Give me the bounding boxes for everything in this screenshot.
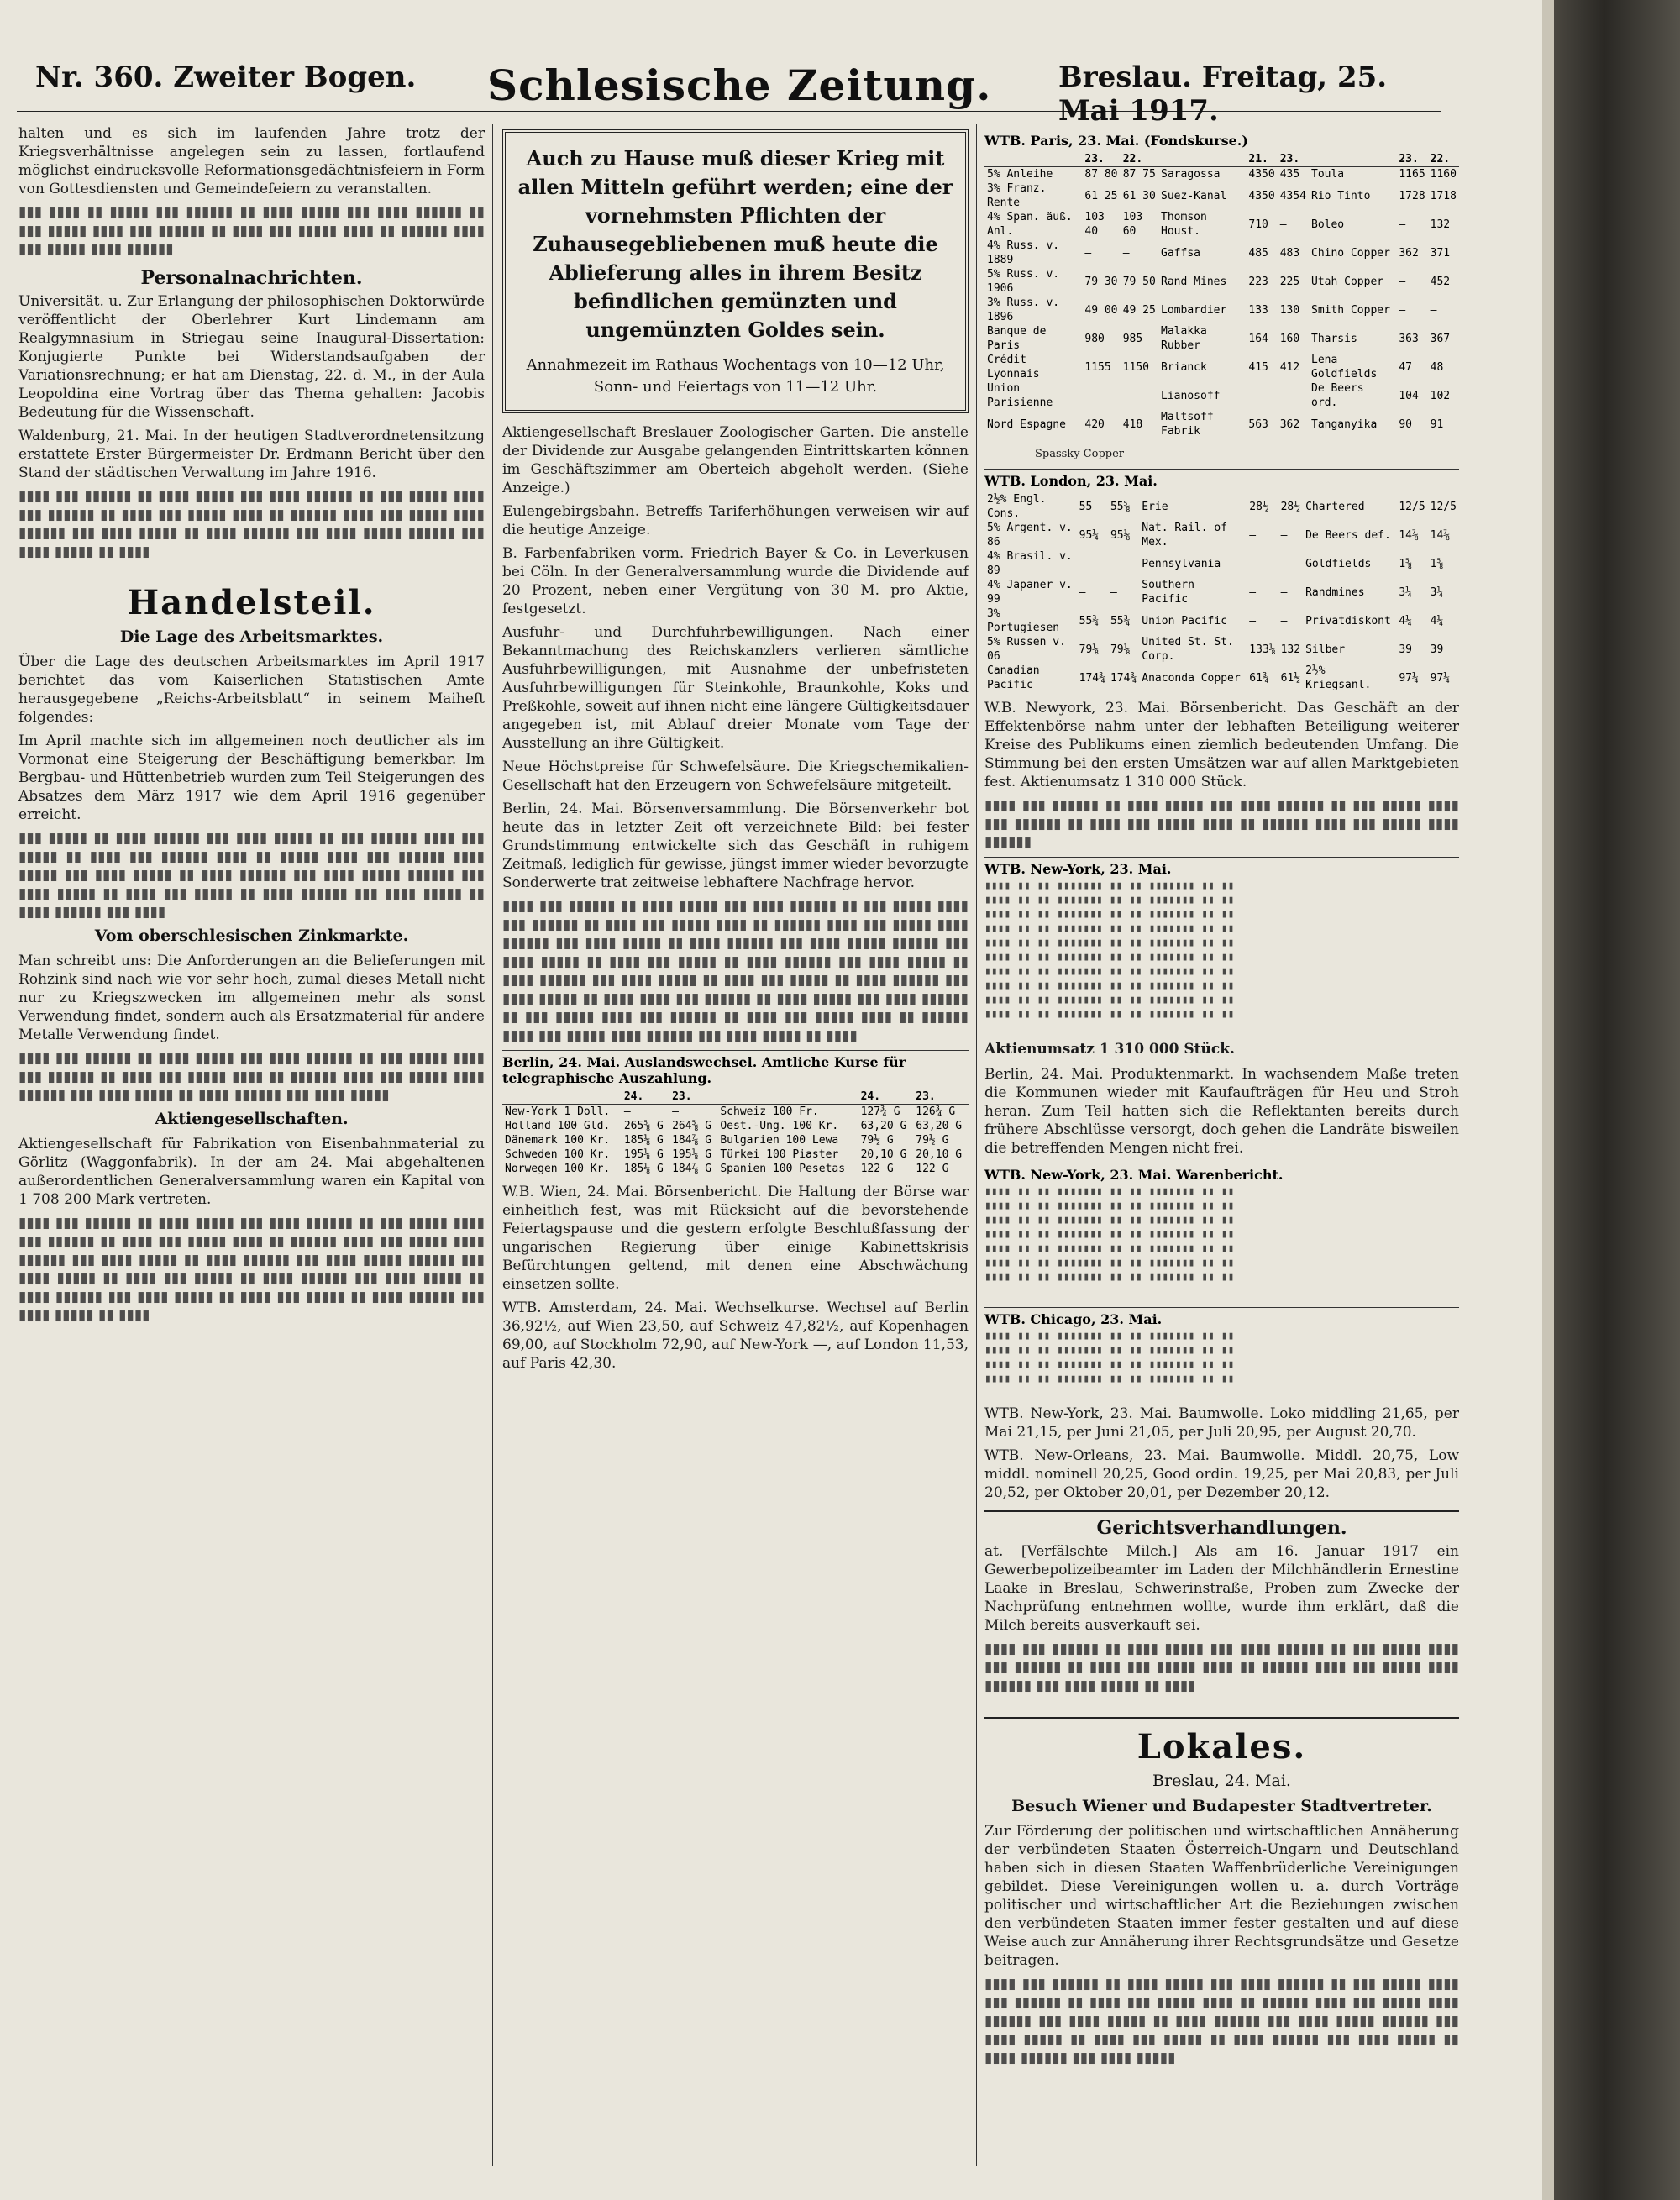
paris-col: 21.: [1246, 152, 1277, 167]
intro-paragraph: halten und es sich im laufenden Jahre trotz der Kriegsverhältnisse angelegen sein zu lassen, fortlaufend möglichst eindrucksvolle Reformationsgedächtnisfeiern in Form von Gottesdiensten und Gemeindefeiern zu veranstalten.: [18, 125, 485, 197]
paris-cell: 1728: [1399, 189, 1425, 202]
london-body: [984, 492, 1459, 692]
paris-cell: Rio Tinto: [1311, 189, 1371, 202]
personal-news: Universität. u. Zur Erlangung der philosophischen Doktorwürde veröffentlicht der Oberlehrer Kurt Lindemann am Realgymnasium in Striegau seine Inaugural-Dissertation: Konjugierte Punkte bei Widerstandsaufgaben der Variationsrechnung; er hat am Dienstag, 22. d. M., in der Aula Leopoldina eine Vortrag über das Thema gehalten: Jacobis Bedeutung für die Wissenschaft.: [18, 293, 485, 421]
devisen-cell: Schweden 100 Kr.: [505, 1148, 611, 1161]
paris-cell: Banque de Paris: [987, 325, 1047, 352]
devisen-row: [502, 1105, 969, 1120]
paris-cell: 47: [1399, 360, 1412, 374]
filler-paragraph: ▮▮▮▮ ▮▮▮ ▮▮▮▮▮▮ ▮▮ ▮▮▮▮ ▮▮▮▮▮ ▮▮▮ ▮▮▮▮ ▮▮▮▮▮▮ ▮▮ ▮▮▮ ▮▮▮▮▮ ▮▮▮▮ ▮▮▮ ▮▮▮▮▮▮ ▮▮ ▮▮▮▮ ▮▮▮ ▮▮▮▮▮ ▮▮▮▮ ▮▮ ▮▮▮▮▮▮ ▮▮▮▮ ▮▮▮ ▮▮▮▮▮ ▮▮▮▮ ▮▮▮▮▮▮ ▮▮▮ ▮▮▮▮ ▮▮▮▮▮ ▮▮ ▮▮▮▮ ▮▮▮▮▮▮ ▮▮▮ ▮▮▮▮ ▮▮▮▮▮: [18, 1050, 485, 1104]
paris-cell: 563: [1248, 417, 1268, 431]
london-row: [984, 664, 1459, 692]
paris-cell: Rand Mines: [1161, 275, 1227, 288]
paris-col: [984, 152, 1082, 167]
london-cell: 39: [1430, 643, 1444, 656]
london-cell: 3¼: [1430, 585, 1444, 599]
paris-col: 23.: [1082, 152, 1120, 167]
paris-cell: 49 00: [1084, 303, 1118, 317]
waren-table: ▮▮▮▮ ▮▮ ▮▮ ▮▮▮▮▮▮▮ ▮▮ ▮▮ ▮▮▮▮▮▮▮ ▮▮ ▮▮ ▮▮▮▮ ▮▮ ▮▮ ▮▮▮▮▮▮▮ ▮▮ ▮▮ ▮▮▮▮▮▮▮ ▮▮ ▮▮ ▮▮▮▮ ▮▮ ▮▮ ▮▮▮▮▮▮▮ ▮▮ ▮▮ ▮▮▮▮▮▮▮ ▮▮ ▮▮ ▮▮▮▮ ▮▮ ▮▮ ▮▮▮▮▮▮▮ ▮▮ ▮▮ ▮▮▮▮▮▮▮ ▮▮ ▮▮ ▮▮▮▮ ▮▮ ▮▮ ▮▮▮▮▮▮▮ ▮▮ ▮▮ ▮▮▮▮▮▮▮ ▮▮ ▮▮ ▮▮▮▮ ▮▮ ▮▮ ▮▮▮▮▮▮▮ ▮▮ ▮▮ ▮▮▮▮▮▮▮ ▮▮ ▮▮ ▮▮▮▮ ▮▮ ▮▮ ▮▮▮▮▮▮▮ ▮▮ ▮▮ ▮▮▮▮▮▮▮ ▮▮ ▮▮: [984, 1185, 1235, 1284]
paris-cell: Suez-Kanal: [1161, 189, 1227, 202]
paris-cell: 985: [1122, 332, 1143, 345]
devisen-header-row: [502, 1089, 969, 1105]
paris-cell: 483: [1279, 246, 1300, 260]
paris-cell: 1155: [1084, 360, 1111, 374]
paris-cell: 435: [1279, 168, 1300, 181]
devisen-cell: 122 G: [916, 1163, 949, 1175]
devisen-cell: Bulgarien 100 Lewa: [720, 1134, 839, 1147]
eulengebirgsbahn-notice: Eulengebirgsbahn. Betreffs Tariferhöhungen verweisen wir auf die heutige Anzeige.: [502, 503, 969, 538]
paris-cell: Smith Copper: [1311, 303, 1390, 317]
devisen-cell: 127¾ G: [860, 1105, 900, 1118]
paris-cell: 1165: [1399, 168, 1425, 181]
paris-cell: 104: [1399, 389, 1419, 402]
paris-row: [984, 410, 1459, 438]
paris-body: [984, 167, 1459, 439]
devisen-row: [502, 1133, 969, 1147]
paris-cell: 4350: [1248, 168, 1275, 181]
filler-paragraph: ▮▮▮▮ ▮▮▮ ▮▮▮▮▮▮ ▮▮ ▮▮▮▮ ▮▮▮▮▮ ▮▮▮ ▮▮▮▮ ▮▮▮▮▮▮ ▮▮ ▮▮▮ ▮▮▮▮▮ ▮▮▮▮ ▮▮▮ ▮▮▮▮▮▮ ▮▮ ▮▮▮▮ ▮▮▮ ▮▮▮▮▮ ▮▮▮▮ ▮▮ ▮▮▮▮▮▮ ▮▮▮▮ ▮▮▮ ▮▮▮▮▮ ▮▮▮▮ ▮▮▮▮▮▮ ▮▮▮ ▮▮▮▮ ▮▮▮▮▮ ▮▮ ▮▮▮▮ ▮▮▮▮▮▮ ▮▮▮ ▮▮▮▮ ▮▮▮▮▮ ▮▮▮▮▮▮ ▮▮▮ ▮▮▮▮ ▮▮▮▮▮ ▮▮ ▮▮▮▮: [18, 488, 485, 560]
ny-stocks-heading: WTB. New-York, 23. Mai.: [984, 857, 1459, 877]
paris-header-row: [984, 152, 1459, 167]
paris-cell: 362: [1399, 246, 1419, 260]
paris-cell: Lombardier: [1161, 303, 1227, 317]
paris-cell: Gaffsa: [1161, 246, 1200, 260]
besuch-text: Zur Förderung der politischen und wirtschaftlichen Annäherung der verbündeten Staaten Österreich-Ungarn und Deutschland haben sich in diesen Staaten Waffenbrüderliche Vereinigungen gebildet. Diese Vereinigungen wollen u. a. durch Vorträge politischer und wirtschaftlicher Art die Beziehungen zwischen den verbündeten Staaten immer fester gestalten und auf diese Weise auch zur Annäherung ihrer Rechtsgrundsätze und Gesetze beitragen.: [984, 1823, 1459, 1969]
paris-cell: 4350: [1248, 189, 1275, 202]
paris-row: [984, 167, 1459, 182]
london-cell: 2½% Engl. Cons.: [987, 493, 1047, 520]
devisen-cell: 264⅝ G: [672, 1120, 712, 1132]
london-cell: Anaconda Copper: [1142, 671, 1241, 685]
paris-col: [1158, 152, 1246, 167]
paris-cell: 363: [1399, 332, 1419, 345]
column-rule: [492, 124, 493, 2166]
filler-paragraph: ▮▮▮ ▮▮▮▮ ▮▮ ▮▮▮▮▮ ▮▮▮ ▮▮▮▮▮▮ ▮▮ ▮▮▮▮ ▮▮▮▮▮ ▮▮▮ ▮▮▮▮ ▮▮▮▮▮▮ ▮▮ ▮▮▮ ▮▮▮▮▮ ▮▮▮▮ ▮▮▮ ▮▮▮▮▮▮ ▮▮ ▮▮▮▮ ▮▮▮ ▮▮▮▮▮ ▮▮▮▮ ▮▮ ▮▮▮▮▮▮ ▮▮▮▮ ▮▮▮ ▮▮▮▮▮ ▮▮▮▮ ▮▮▮▮▮▮: [18, 204, 485, 258]
subheading-arbeitsmarkt: Die Lage des Arbeitsmarktes.: [119, 627, 384, 646]
london-cell: —: [1079, 585, 1086, 599]
devisen-cell: 20,10 G: [916, 1148, 963, 1161]
paris-cell: —: [1430, 303, 1437, 317]
filler-paragraph: ▮▮▮▮ ▮▮▮ ▮▮▮▮▮▮ ▮▮ ▮▮▮▮ ▮▮▮▮▮ ▮▮▮ ▮▮▮▮ ▮▮▮▮▮▮ ▮▮ ▮▮▮ ▮▮▮▮▮ ▮▮▮▮ ▮▮▮ ▮▮▮▮▮▮ ▮▮ ▮▮▮▮ ▮▮▮ ▮▮▮▮▮ ▮▮▮▮ ▮▮ ▮▮▮▮▮▮ ▮▮▮▮ ▮▮▮ ▮▮▮▮▮ ▮▮▮▮ ▮▮▮▮▮▮ ▮▮▮ ▮▮▮▮ ▮▮▮▮▮ ▮▮ ▮▮▮▮ ▮▮▮▮▮▮ ▮▮▮ ▮▮▮▮ ▮▮▮▮▮ ▮▮▮▮▮▮ ▮▮▮ ▮▮▮▮ ▮▮▮▮▮ ▮▮ ▮▮▮▮ ▮▮▮ ▮▮▮▮▮ ▮▮ ▮▮▮▮ ▮▮▮▮▮▮ ▮▮▮ ▮▮▮▮ ▮▮▮▮▮ ▮▮ ▮▮▮▮ ▮▮▮▮▮▮ ▮▮▮ ▮▮▮▮ ▮▮▮▮▮ ▮▮ ▮▮▮▮ ▮▮▮ ▮▮▮▮▮ ▮▮ ▮▮▮▮ ▮▮▮▮▮▮ ▮▮▮ ▮▮▮▮ ▮▮▮▮▮ ▮▮ ▮▮▮▮: [18, 1215, 485, 1324]
arbeitsmarkt-text: Über die Lage des deutschen Arbeitsmarktes im April 1917 berichtet das vom Kaiserlichen Statistischen Amte herausgegebene „Reichs-Arbeitsblatt“ in seinem Maiheft folgendes:: [18, 654, 485, 726]
filler-paragraph: ▮▮▮ ▮▮▮▮▮ ▮▮ ▮▮▮▮ ▮▮▮▮▮▮ ▮▮▮ ▮▮▮▮ ▮▮▮▮▮ ▮▮ ▮▮▮ ▮▮▮▮▮▮ ▮▮▮▮ ▮▮▮ ▮▮▮▮▮ ▮▮ ▮▮▮▮ ▮▮▮ ▮▮▮▮▮▮ ▮▮▮▮ ▮▮ ▮▮▮▮▮ ▮▮▮▮ ▮▮▮ ▮▮▮▮▮▮ ▮▮▮▮ ▮▮▮▮▮ ▮▮▮ ▮▮▮▮ ▮▮▮▮▮ ▮▮ ▮▮▮▮ ▮▮▮▮▮▮ ▮▮▮ ▮▮▮▮ ▮▮▮▮▮ ▮▮▮▮▮▮ ▮▮▮ ▮▮▮▮ ▮▮▮▮▮ ▮▮ ▮▮▮▮ ▮▮▮ ▮▮▮▮▮ ▮▮ ▮▮▮▮ ▮▮▮▮▮▮ ▮▮▮ ▮▮▮▮ ▮▮▮▮▮ ▮▮ ▮▮▮▮ ▮▮▮▮▮▮ ▮▮▮ ▮▮▮▮: [18, 830, 485, 921]
column-1: [18, 124, 485, 2166]
london-cell: Randmines: [1305, 585, 1365, 599]
london-cell: 55: [1079, 500, 1093, 513]
devisen-col: [502, 1089, 622, 1105]
chicago-heading: WTB. Chicago, 23. Mai.: [984, 1307, 1459, 1327]
london-cell: —: [1079, 557, 1086, 570]
paris-cell: 420: [1084, 417, 1105, 431]
london-cell: Pennsylvania: [1142, 557, 1221, 570]
ny-stocks-table: ▮▮▮▮ ▮▮ ▮▮ ▮▮▮▮▮▮▮ ▮▮ ▮▮ ▮▮▮▮▮▮▮ ▮▮ ▮▮ ▮▮▮▮ ▮▮ ▮▮ ▮▮▮▮▮▮▮ ▮▮ ▮▮ ▮▮▮▮▮▮▮ ▮▮ ▮▮ ▮▮▮▮ ▮▮ ▮▮ ▮▮▮▮▮▮▮ ▮▮ ▮▮ ▮▮▮▮▮▮▮ ▮▮ ▮▮ ▮▮▮▮ ▮▮ ▮▮ ▮▮▮▮▮▮▮ ▮▮ ▮▮ ▮▮▮▮▮▮▮ ▮▮ ▮▮ ▮▮▮▮ ▮▮ ▮▮ ▮▮▮▮▮▮▮ ▮▮ ▮▮ ▮▮▮▮▮▮▮ ▮▮ ▮▮ ▮▮▮▮ ▮▮ ▮▮ ▮▮▮▮▮▮▮ ▮▮ ▮▮ ▮▮▮▮▮▮▮ ▮▮ ▮▮ ▮▮▮▮ ▮▮ ▮▮ ▮▮▮▮▮▮▮ ▮▮ ▮▮ ▮▮▮▮▮▮▮ ▮▮ ▮▮ ▮▮▮▮ ▮▮ ▮▮ ▮▮▮▮▮▮▮ ▮▮ ▮▮ ▮▮▮▮▮▮▮ ▮▮ ▮▮ ▮▮▮▮ ▮▮ ▮▮ ▮▮▮▮▮▮▮ ▮▮ ▮▮ ▮▮▮▮▮▮▮ ▮▮ ▮▮ ▮▮▮▮ ▮▮ ▮▮ ▮▮▮▮▮▮▮ ▮▮ ▮▮ ▮▮▮▮▮▮▮ ▮▮ ▮▮: [984, 879, 1235, 1021]
page-edge: [1542, 0, 1554, 2200]
paris-cell: Nord Espagne: [987, 417, 1066, 431]
paris-cell: 980: [1084, 332, 1105, 345]
column-2: [502, 124, 969, 2166]
paris-row: [984, 267, 1459, 296]
paris-cell: 103 40: [1084, 211, 1105, 238]
advert-main-text: Auch zu Hause muß dieser Krieg mit allen Mitteln geführt werden; eine der vornehmsten Pflichten der Zuhausegebliebenen muß heute die Ablieferung alles in ihrem Besitz befindlichen gemünzten und ungemünzten Goldes sein.: [517, 146, 953, 342]
paris-cell: 3% Franz. Rente: [987, 182, 1047, 209]
london-cell: 61¾: [1249, 671, 1269, 685]
paris-cell: 90: [1399, 417, 1412, 431]
london-cell: Chartered: [1305, 500, 1365, 513]
london-cell: 14⅞: [1399, 528, 1419, 542]
devisen-row: [502, 1119, 969, 1133]
produkten-report: Berlin, 24. Mai. Produktenmarkt. In wachsendem Maße treten die Kommunen wieder mit Kaufaufträgen für Heu und Stroh heran. Zum Teil hatten sich die Reflektanten bereits durch frühere Abschlüsse versorgt, doch gehen die Landräte bisweilen die betreffenden Mengen nicht frei.: [984, 1066, 1459, 1157]
london-cell: 14⅞: [1430, 528, 1451, 542]
paris-cell: —: [1248, 389, 1256, 402]
paris-row: [984, 239, 1459, 267]
london-cell: —: [1280, 557, 1288, 570]
filler-paragraph: ▮▮▮▮ ▮▮▮ ▮▮▮▮▮▮ ▮▮ ▮▮▮▮ ▮▮▮▮▮ ▮▮▮ ▮▮▮▮ ▮▮▮▮▮▮ ▮▮ ▮▮▮ ▮▮▮▮▮ ▮▮▮▮ ▮▮▮ ▮▮▮▮▮▮ ▮▮ ▮▮▮▮ ▮▮▮ ▮▮▮▮▮ ▮▮▮▮ ▮▮ ▮▮▮▮▮▮ ▮▮▮▮ ▮▮▮ ▮▮▮▮▮ ▮▮▮▮ ▮▮▮▮▮▮ ▮▮▮ ▮▮▮▮ ▮▮▮▮▮ ▮▮ ▮▮▮▮ ▮▮▮▮▮▮ ▮▮▮ ▮▮▮▮ ▮▮▮▮▮ ▮▮▮▮▮▮ ▮▮▮ ▮▮▮▮ ▮▮▮▮▮ ▮▮ ▮▮▮▮ ▮▮▮ ▮▮▮▮▮ ▮▮ ▮▮▮▮ ▮▮▮▮▮▮ ▮▮▮ ▮▮▮▮ ▮▮▮▮▮ ▮▮ ▮▮▮▮ ▮▮▮▮▮▮ ▮▮▮ ▮▮▮▮ ▮▮▮▮▮ ▮▮ ▮▮▮▮ ▮▮▮ ▮▮▮▮▮ ▮▮ ▮▮▮▮ ▮▮▮▮▮▮ ▮▮▮ ▮▮▮▮ ▮▮▮▮▮ ▮▮ ▮▮▮▮ ▮▮▮▮ ▮▮▮ ▮▮▮▮▮▮ ▮▮ ▮▮▮▮ ▮▮▮▮▮ ▮▮▮ ▮▮▮▮ ▮▮▮▮▮▮ ▮▮ ▮▮▮ ▮▮▮▮▮ ▮▮▮▮ ▮▮▮ ▮▮▮▮▮▮ ▮▮ ▮▮▮▮ ▮▮▮ ▮▮▮▮▮ ▮▮▮▮ ▮▮ ▮▮▮▮▮▮ ▮▮▮▮ ▮▮▮ ▮▮▮▮▮ ▮▮▮▮ ▮▮▮▮▮▮ ▮▮▮ ▮▮▮▮ ▮▮▮▮▮ ▮▮ ▮▮▮▮: [502, 898, 969, 1044]
paris-cell: 1718: [1430, 189, 1457, 202]
paris-cell: 371: [1430, 246, 1451, 260]
section-heading-lokales: Lokales.: [984, 1717, 1459, 1767]
paris-col: [1309, 152, 1396, 167]
london-cell: 12/5: [1430, 500, 1457, 513]
devisen-cell: 63,20 G: [916, 1120, 963, 1132]
subheading-besuch: Besuch Wiener und Budapester Stadtvertreter.: [1011, 1797, 1432, 1815]
london-cell: —: [1249, 614, 1257, 627]
devisen-row: [502, 1162, 969, 1176]
paris-row: [984, 210, 1459, 239]
paris-cell: 87 80: [1084, 168, 1118, 181]
devisen-cell: 184⅞ G: [672, 1163, 712, 1175]
london-cell: Canadian Pacific: [987, 664, 1040, 691]
section-heading-personal: Personalnachrichten.: [140, 267, 363, 289]
paris-cell: 79 30: [1084, 275, 1118, 288]
paris-cell: Brianck: [1161, 360, 1207, 374]
devisen-cell: —: [623, 1105, 631, 1118]
paris-cell: Lianosoff: [1161, 389, 1221, 402]
amsterdam-report: WTB. Amsterdam, 24. Mai. Wechselkurse. Wechsel auf Berlin 36,92½, auf Wien 23,50, auf Schweiz 47,82½, auf Kopenhagen 69,00, auf Stockholm 72,90, auf New-York —, auf London 11,53, auf Paris 42,30.: [502, 1300, 969, 1372]
london-cell: 95⅛: [1110, 528, 1131, 542]
paris-cell: —: [1399, 218, 1406, 231]
devisen-cell: —: [672, 1105, 679, 1118]
schwefel-notice: Neue Höchstpreise für Schwefelsäure. Die Kriegschemikalien-Gesellschaft hat den Erzeugern von Schwefelsäure mitgeteilt.: [502, 759, 969, 794]
paris-cell: Tharsis: [1311, 332, 1357, 345]
london-cell: De Beers def.: [1305, 528, 1391, 542]
paris-cell: 164: [1248, 332, 1268, 345]
london-cell: 12/5: [1399, 500, 1425, 513]
paris-cell: 102: [1430, 389, 1451, 402]
zinkmarkt-text: Man schreibt uns: Die Anforderungen an die Belieferungen mit Rohzink sind nach wie vor sehr hoch, zumal dieses Metall nicht nur zu Kriegszwecken im allgemeinen mehr als sonst Verwendung findet, sondern auch als Ersatzmaterial für andere Metalle Verwendung findet.: [18, 953, 485, 1043]
london-cell: 79⅛: [1079, 643, 1100, 656]
london-cell: 4¼: [1430, 614, 1444, 627]
london-row: [984, 492, 1459, 521]
london-table: [984, 492, 1459, 692]
devisen-cell: 195⅛ G: [672, 1148, 712, 1161]
devisen-cell: Dänemark 100 Kr.: [505, 1134, 611, 1147]
lokales-dateline: Breslau, 24. Mai.: [1152, 1772, 1291, 1790]
paris-cell: 225: [1279, 275, 1300, 288]
devisen-cell: 63,20 G: [860, 1120, 907, 1132]
london-cell: 132: [1280, 643, 1301, 656]
london-cell: 79⅛: [1110, 643, 1131, 656]
devisen-col: [717, 1089, 858, 1105]
london-cell: —: [1249, 528, 1257, 542]
paris-cell: Thomson Houst.: [1161, 211, 1207, 238]
london-cell: —: [1249, 585, 1257, 599]
london-row: [984, 521, 1459, 549]
london-cell: 28½: [1249, 500, 1269, 513]
london-cell: Union Pacific: [1142, 614, 1228, 627]
paris-cell: De Beers ord.: [1311, 382, 1364, 409]
paris-cell: 4% Russ. v. 1889: [987, 239, 1060, 266]
devisen-cell: Norwegen 100 Kr.: [505, 1163, 611, 1175]
london-cell: 2½% Kriegsanl.: [1305, 664, 1372, 691]
zoo-notice: Aktiengesellschaft Breslauer Zoologischer Garten. Die anstelle der Dividende zur Ausgabe gelangenden Eintrittskarten können im Geschäftszimmer am Oberteich abgeholt werden. (Siehe Anzeige.): [502, 424, 969, 496]
gericht-text: at. [Verfälschte Milch.] Als am 16. Januar 1917 ein Gewerbepolizeibeamter im Laden der Milchhändlerin Ernestine Laake in Breslau, Schwerinstraße, Proben zum Zwecke der Nachprüfung entnehmen wollte, wurde ihm erklärt, daß die Milch bereits ausverkauft sei.: [984, 1543, 1459, 1634]
paris-col: 23.: [1278, 152, 1309, 167]
paris-footnote: Spassky Copper —: [1035, 448, 1139, 460]
devisen-cell: 185⅛ G: [623, 1163, 664, 1175]
wien-report: W.B. Wien, 24. Mai. Börsenbericht. Die Haltung der Börse war einheitlich fest, was mit Rücksicht auf die bevorstehende Feiertagspause und die gestern erfolgte Beschlußfassung der ungarischen Regierung über einige Kabinettskrisis Befürchtungen geltend, mit denen eine Abschwächung einsetzen sollte.: [502, 1184, 969, 1293]
london-cell: —: [1249, 557, 1257, 570]
boerse-report: Berlin, 24. Mai. Börsenversammlung. Die Börsenverkehr bot heute das in letzter Zeit oft verzeichnete Bild: bei fester Grundstimmung entwickelte sich das Geschäft in ruhigem Zeitmaß, lediglich für gewisse, jüngst immer wieder bevorzugte Sonderwerte trat zeitweise lebhaftere Nachfrage hervor.: [502, 801, 969, 891]
london-cell: 28½: [1280, 500, 1301, 513]
paris-cell: Boleo: [1311, 218, 1345, 231]
paris-cell: 91: [1430, 417, 1444, 431]
column-3: [984, 124, 1459, 2166]
filler-paragraph: ▮▮▮▮ ▮▮▮ ▮▮▮▮▮▮ ▮▮ ▮▮▮▮ ▮▮▮▮▮ ▮▮▮ ▮▮▮▮ ▮▮▮▮▮▮ ▮▮ ▮▮▮ ▮▮▮▮▮ ▮▮▮▮ ▮▮▮ ▮▮▮▮▮▮ ▮▮ ▮▮▮▮ ▮▮▮ ▮▮▮▮▮ ▮▮▮▮ ▮▮ ▮▮▮▮▮▮ ▮▮▮▮ ▮▮▮ ▮▮▮▮▮ ▮▮▮▮ ▮▮▮▮▮▮ ▮▮▮ ▮▮▮▮ ▮▮▮▮▮ ▮▮ ▮▮▮▮: [984, 1641, 1459, 1694]
paris-cell: 3% Russ. v. 1896: [987, 297, 1060, 323]
london-row: [984, 549, 1459, 578]
london-cell: 4% Brasil. v. 89: [987, 550, 1073, 577]
waren-heading: WTB. New-York, 23. Mai. Warenbericht.: [984, 1163, 1459, 1183]
london-cell: —: [1110, 585, 1117, 599]
paris-cell: —: [1279, 389, 1287, 402]
paris-table: [984, 152, 1459, 438]
devisen-cell: 195⅛ G: [623, 1148, 664, 1161]
paris-row: [984, 353, 1459, 381]
paris-cell: 418: [1122, 417, 1143, 431]
paris-cell: 362: [1279, 417, 1300, 431]
london-cell: Privatdiskont: [1305, 614, 1391, 627]
paris-cell: —: [1279, 218, 1287, 231]
paris-cell: 103 60: [1122, 211, 1143, 238]
filler-paragraph: ▮▮▮▮ ▮▮▮ ▮▮▮▮▮▮ ▮▮ ▮▮▮▮ ▮▮▮▮▮ ▮▮▮ ▮▮▮▮ ▮▮▮▮▮▮ ▮▮ ▮▮▮ ▮▮▮▮▮ ▮▮▮▮ ▮▮▮ ▮▮▮▮▮▮ ▮▮ ▮▮▮▮ ▮▮▮ ▮▮▮▮▮ ▮▮▮▮ ▮▮ ▮▮▮▮▮▮ ▮▮▮▮ ▮▮▮ ▮▮▮▮▮ ▮▮▮▮ ▮▮▮▮▮▮: [984, 797, 1459, 851]
paris-cell: 61 30: [1122, 189, 1156, 202]
london-heading: WTB. London, 23. Mai.: [984, 469, 1459, 489]
london-cell: Silber: [1305, 643, 1346, 656]
paris-cell: Toula: [1311, 168, 1345, 181]
devisen-cell: Spanien 100 Pesetas: [720, 1163, 846, 1175]
devisen-cell: 184⅞ G: [672, 1134, 712, 1147]
london-cell: 97¼: [1430, 671, 1451, 685]
paris-cell: 367: [1430, 332, 1451, 345]
london-cell: Southern Pacific: [1142, 579, 1194, 606]
london-cell: 39: [1399, 643, 1412, 656]
subheading-zinkmarkt: Vom oberschlesischen Zinkmarkte.: [94, 927, 409, 945]
devisen-cell: New-York 1 Doll.: [505, 1105, 611, 1118]
paris-cell: 4354: [1279, 189, 1306, 202]
london-cell: 3% Portugiesen: [987, 607, 1060, 634]
paris-cell: —: [1084, 389, 1092, 402]
devisen-table: [502, 1089, 969, 1176]
issue-date: Breslau. Freitag, 25. Mai 1917.: [1058, 60, 1388, 128]
advert-hours: Annahmezeit im Rathaus Wochentags von 10—12 Uhr, Sonn- und Feiertags von 11—12 Uhr.: [526, 356, 945, 396]
london-row: [984, 606, 1459, 635]
london-cell: 133⅛: [1249, 643, 1276, 656]
paris-cell: 485: [1248, 246, 1268, 260]
london-cell: 3¼: [1399, 585, 1412, 599]
paris-cell: 132: [1430, 218, 1451, 231]
column-rule: [976, 124, 977, 2166]
gold-appeal-advert: [502, 129, 969, 413]
section-heading-handelsteil: Handelsteil.: [127, 583, 376, 622]
paris-row: [984, 381, 1459, 410]
paris-cell: 130: [1279, 303, 1300, 317]
devisen-heading: Berlin, 24. Mai. Auslandswechsel. Amtliche Kurse für telegraphische Auszahlung.: [502, 1050, 969, 1086]
paris-cell: 452: [1430, 275, 1451, 288]
devisen-row: [502, 1147, 969, 1162]
paris-cell: 5% Anleihe: [987, 168, 1053, 181]
paris-cell: 49 25: [1122, 303, 1156, 317]
paris-heading: WTB. Paris, 23. Mai. (Fondskurse.): [984, 133, 1248, 149]
issue-number: Nr. 360. Zweiter Bogen.: [35, 60, 417, 94]
london-cell: 174¾: [1110, 671, 1137, 685]
paris-cell: Union Parisienne: [987, 382, 1053, 409]
newspaper-title: Schlesische Zeitung.: [487, 60, 992, 110]
waldenburg-report: Waldenburg, 21. Mai. In der heutigen Stadtverordnetensitzung erstattete Erster Bürgermeister Dr. Erdmann Bericht über den Stand der städtischen Verwaltung im Jahre 1916.: [18, 428, 485, 481]
devisen-cell: 265⅝ G: [623, 1120, 664, 1132]
london-cell: 95¼: [1079, 528, 1100, 542]
paris-cell: Tanganyika: [1311, 417, 1378, 431]
baumwolle-report: WTB. New-York, 23. Mai. Baumwolle. Loko middling 21,65, per Mai 21,15, per Juni 21,05, per Juli 20,95, per August 20,70.: [984, 1405, 1459, 1441]
london-cell: 55¾: [1110, 614, 1131, 627]
london-cell: —: [1280, 614, 1288, 627]
paris-cell: Chino Copper: [1311, 246, 1390, 260]
paris-cell: 61 25: [1084, 189, 1118, 202]
devisen-cell: 79½ G: [860, 1134, 894, 1147]
devisen-body: [502, 1105, 969, 1177]
london-cell: 1⅝: [1399, 557, 1412, 570]
devisen-cell: Holland 100 Gld.: [505, 1120, 611, 1132]
newyork-report: W.B. Newyork, 23. Mai. Börsenbericht. Das Geschäft an der Effektenbörse nahm unter der lebhaften Beteiligung weiterer Kreise des Publikums einen ziemlich bedeutenden Umfang. Die Stimmung bei den ersten Umsätzen war auf allen Marktgebieten fest. Aktienumsatz 1 310 000 Stück.: [984, 700, 1459, 790]
london-cell: —: [1280, 528, 1288, 542]
devisen-cell: 185⅛ G: [623, 1134, 664, 1147]
paris-cell: 710: [1248, 218, 1268, 231]
ny-stocks-footnote: Aktienumsatz 1 310 000 Stück.: [984, 1041, 1235, 1058]
london-cell: Erie: [1142, 500, 1168, 513]
devisen-cell: Oest.-Ung. 100 Kr.: [720, 1120, 839, 1132]
book-spine: [1554, 0, 1680, 2200]
paris-cell: —: [1122, 246, 1130, 260]
paris-cell: —: [1084, 246, 1092, 260]
devisen-cell: 20,10 G: [860, 1148, 907, 1161]
paris-cell: 4% Span. äuß. Anl.: [987, 211, 1073, 238]
devisen-col: 24.: [858, 1089, 914, 1105]
paris-cell: 223: [1248, 275, 1268, 288]
devisen-cell: 79½ G: [916, 1134, 949, 1147]
devisen-cell: Schweiz 100 Fr.: [720, 1105, 819, 1118]
paris-cell: 160: [1279, 332, 1300, 345]
paris-cell: 415: [1248, 360, 1268, 374]
aktien-text: Aktiengesellschaft für Fabrikation von Eisenbahnmaterial zu Görlitz (Waggonfabrik). In der am 24. Mai abgehaltenen außerordentlichen Generalversammlung waren ein Kapital von 1 708 200 Mark vertreten.: [18, 1136, 485, 1208]
paris-cell: Utah Copper: [1311, 275, 1384, 288]
devisen-col: 23.: [913, 1089, 969, 1105]
paris-cell: Crédit Lyonnais: [987, 354, 1040, 381]
filler-paragraph: ▮▮▮▮ ▮▮▮ ▮▮▮▮▮▮ ▮▮ ▮▮▮▮ ▮▮▮▮▮ ▮▮▮ ▮▮▮▮ ▮▮▮▮▮▮ ▮▮ ▮▮▮ ▮▮▮▮▮ ▮▮▮▮ ▮▮▮ ▮▮▮▮▮▮ ▮▮ ▮▮▮▮ ▮▮▮ ▮▮▮▮▮ ▮▮▮▮ ▮▮ ▮▮▮▮▮▮ ▮▮▮▮ ▮▮▮ ▮▮▮▮▮ ▮▮▮▮ ▮▮▮▮▮▮ ▮▮▮ ▮▮▮▮ ▮▮▮▮▮ ▮▮ ▮▮▮▮ ▮▮▮▮▮▮ ▮▮▮ ▮▮▮▮ ▮▮▮▮▮ ▮▮▮▮▮▮ ▮▮▮ ▮▮▮▮ ▮▮▮▮▮ ▮▮ ▮▮▮▮ ▮▮▮ ▮▮▮▮▮ ▮▮ ▮▮▮▮ ▮▮▮▮▮▮ ▮▮▮ ▮▮▮▮ ▮▮▮▮▮ ▮▮ ▮▮▮▮ ▮▮▮▮▮▮ ▮▮▮ ▮▮▮▮ ▮▮▮▮▮: [984, 1976, 1459, 2066]
paris-cell: 87 75: [1122, 168, 1156, 181]
devisen-cell: 126¾ G: [916, 1105, 956, 1118]
paris-cell: Malakka Rubber: [1161, 325, 1207, 352]
devisen-col: 23.: [669, 1089, 717, 1105]
london-cell: United St. St. Corp.: [1142, 636, 1234, 663]
london-cell: 1⅝: [1430, 557, 1444, 570]
arbeitsmarkt-text-2: Im April machte sich im allgemeinen noch deutlicher als im Vormonat eine Steigerung der Beschäftigung bemerkbar. Im Bergbau- und Hüttenbetrieb wurden zum Teil Steigerungen des Absatzes dem März 1917 wie dem April 1916 gegenüber erreicht.: [18, 732, 485, 823]
paris-cell: 5% Russ. v. 1906: [987, 268, 1060, 295]
orleans-report: WTB. New-Orleans, 23. Mai. Baumwolle. Middl. 20,75, Low middl. nominell 20,25, Good ordin. 19,25, per Mai 20,83, per Juli 20,52, per Oktober 20,01, per Dezember 20,12.: [984, 1447, 1459, 1501]
paris-row: [984, 324, 1459, 353]
paris-cell: 412: [1279, 360, 1300, 374]
devisen-col: 24.: [622, 1089, 669, 1105]
chicago-table: ▮▮▮▮ ▮▮ ▮▮ ▮▮▮▮▮▮▮ ▮▮ ▮▮ ▮▮▮▮▮▮▮ ▮▮ ▮▮ ▮▮▮▮ ▮▮ ▮▮ ▮▮▮▮▮▮▮ ▮▮ ▮▮ ▮▮▮▮▮▮▮ ▮▮ ▮▮ ▮▮▮▮ ▮▮ ▮▮ ▮▮▮▮▮▮▮ ▮▮ ▮▮ ▮▮▮▮▮▮▮ ▮▮ ▮▮ ▮▮▮▮ ▮▮ ▮▮ ▮▮▮▮▮▮▮ ▮▮ ▮▮ ▮▮▮▮▮▮▮ ▮▮ ▮▮: [984, 1330, 1235, 1385]
paris-cell: 79 50: [1122, 275, 1156, 288]
paris-cell: Maltsoff Fabrik: [1161, 411, 1214, 438]
london-cell: 61½: [1280, 671, 1301, 685]
london-cell: —: [1110, 557, 1117, 570]
paris-cell: —: [1399, 303, 1406, 317]
london-cell: Goldfields: [1305, 557, 1372, 570]
section-heading-gericht: Gerichtsverhandlungen.: [984, 1510, 1459, 1539]
paris-row: [984, 296, 1459, 324]
london-cell: 4% Japaner v. 99: [987, 579, 1073, 606]
bayer-report: B. Farbenfabriken vorm. Friedrich Bayer & Co. in Leverkusen bei Cöln. In der Generalversammlung wurde die Dividende auf 20 Prozent, neben einer Vergütung von 30 M. pro Aktie, festgesetzt.: [502, 545, 969, 617]
paris-cell: —: [1399, 275, 1406, 288]
london-cell: 5% Russen v. 06: [987, 636, 1066, 663]
masthead: [17, 52, 1441, 128]
paris-cell: —: [1122, 389, 1130, 402]
paris-col: 22.: [1428, 152, 1459, 167]
paris-col: 22.: [1121, 152, 1158, 167]
paris-cell: Lena Goldfields: [1311, 354, 1378, 381]
subheading-aktiengesellschaften: Aktiengesellschaften.: [155, 1110, 349, 1128]
london-row: [984, 578, 1459, 606]
london-row: [984, 635, 1459, 664]
paris-cell: 1150: [1122, 360, 1150, 374]
ausfuhr-notice: Ausfuhr- und Durchfuhrbewilligungen. Nach einer Bekanntmachung des Reichskanzlers verlieren sämtliche Ausfuhrbewilligungen, mit Ausnahme der unbefristeten Ausfuhrbewilligungen für Steinkohle, Braunkohle, Koks und Preßkohle, soweit auf ihnen nicht eine längere Gültigkeitsdauer angegeben ist, mit Ablauf dreier Monate vom Tage der Ausstellung an ihre Gültigkeit.: [502, 624, 969, 752]
london-cell: 174¾: [1079, 671, 1105, 685]
london-cell: —: [1280, 585, 1288, 599]
london-cell: 55¾: [1079, 614, 1100, 627]
london-cell: 5% Argent. v. 86: [987, 522, 1073, 549]
paris-cell: 133: [1248, 303, 1268, 317]
paris-cell: 48: [1430, 360, 1444, 374]
devisen-cell: Türkei 100 Piaster: [720, 1148, 839, 1161]
paris-cell: Saragossa: [1161, 168, 1221, 181]
london-cell: 4¼: [1399, 614, 1412, 627]
devisen-cell: 122 G: [860, 1163, 894, 1175]
paris-row: [984, 181, 1459, 210]
london-cell: 97¼: [1399, 671, 1419, 685]
london-cell: 55⅝: [1110, 500, 1131, 513]
london-cell: Nat. Rail. of Mex.: [1142, 522, 1228, 549]
paris-cell: 1160: [1430, 168, 1457, 181]
paris-col: 23.: [1396, 152, 1427, 167]
